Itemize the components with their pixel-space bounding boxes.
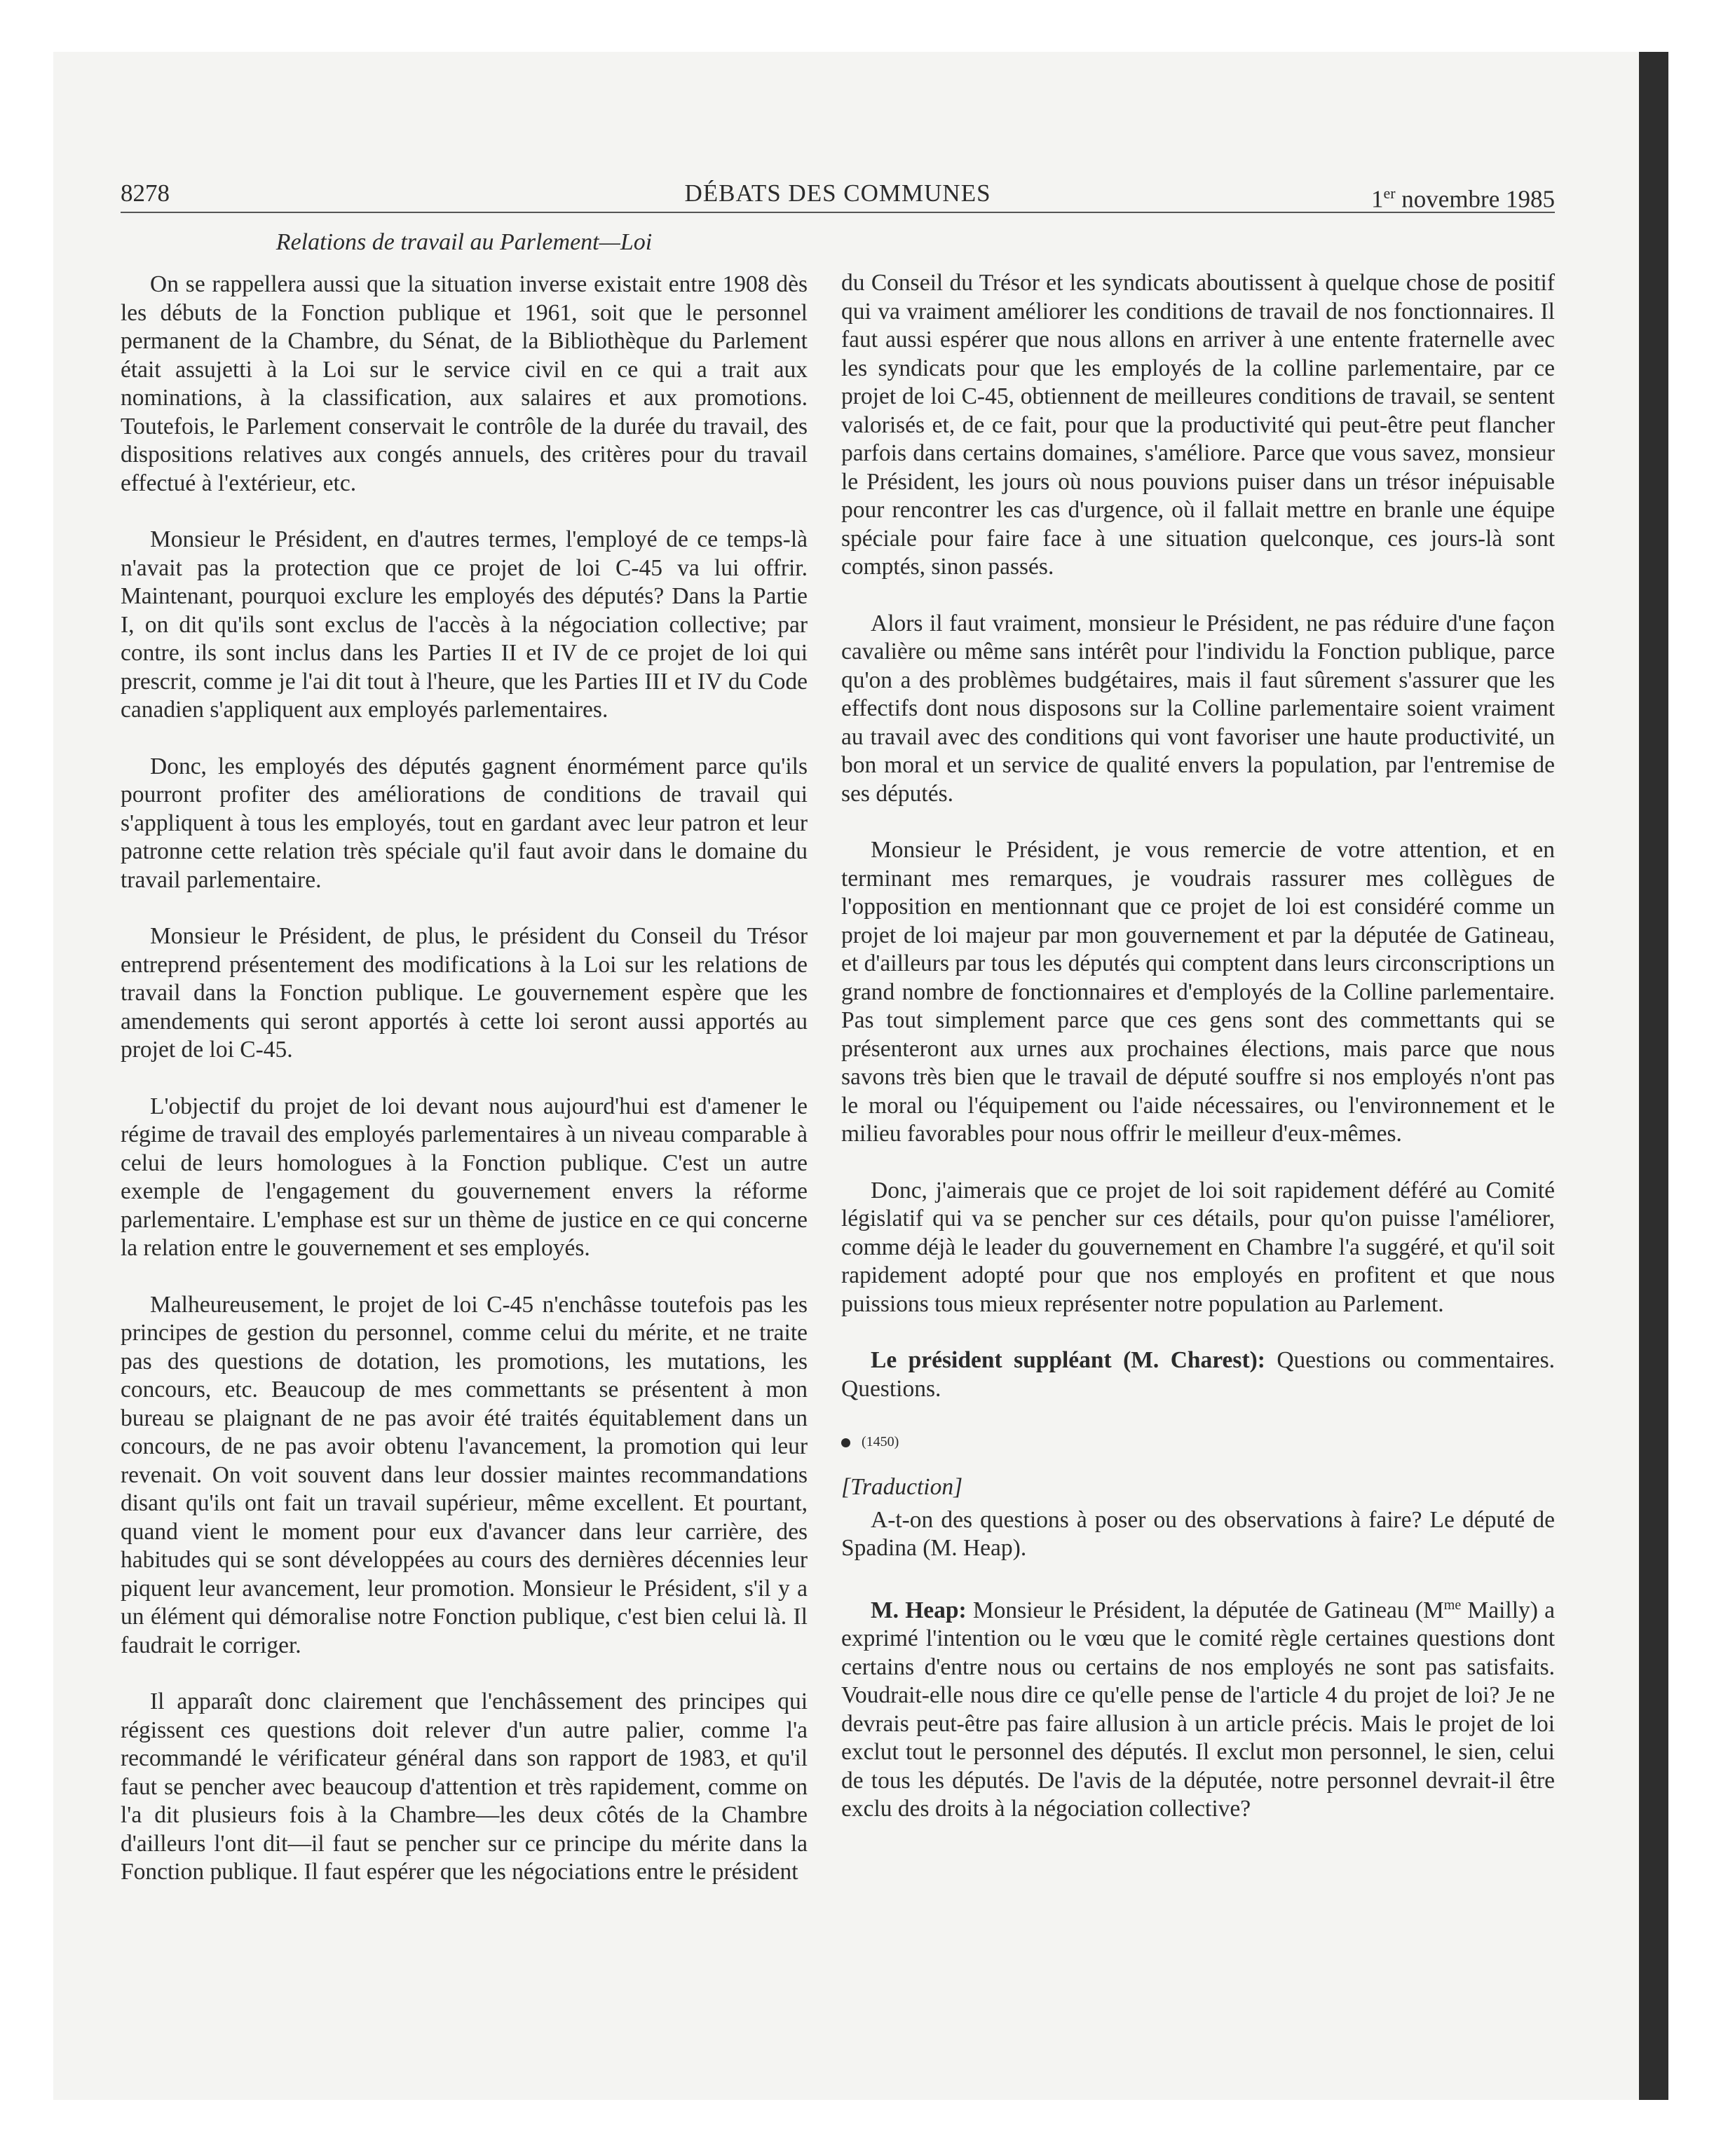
section-title: Relations de travail au Parlement—Loi: [275, 229, 653, 255]
paragraph: Malheureusement, le projet de loi C-45 n'enchâsse toutefois pas les principes de gestion du personnel, comme celui du mérite, et ne traite pas des questions de dotation, les promotions, les mutations, les concours, etc. Beaucoup de mes commettants se présentent à mon bureau se plaignant de ne pas avoir été traités équitablement dans un concours, de ne pas avoir obtenu l'avancement, la promotion qui leur revenait. On voit souvent dans leur dossier maintes recommandations disant qu'ils ont fait un travail supérieur, même excellent. Et pourtant, quand vient le moment pour eux d'avancer dans leur carrière, des habitudes qui se sont développées au cours des dernières décennies leur piquent leur avancement, leur promotion. Monsieur le Président, s'il y a un élément qui démoralise notre Fonction publique, c'est bien celui là. Il faudrait le corriger.: [121, 1291, 808, 1658]
scan-edge-shadow: [1639, 52, 1668, 2100]
page-header: [121, 178, 1555, 213]
paragraph: Donc, j'aimerais que ce projet de loi soit rapidement déféré au Comité législatif qui va se pencher sur ces détails, pour qu'on puisse l'améliorer, comme déjà le leader du gouvernement en Chambre l'a suggéré, et qu'il soit rapidement adopté pour que nos employés en profitent et que nous puissions tous mieux représenter notre population au Parlement.: [841, 1177, 1555, 1317]
paragraph: L'objectif du projet de loi devant nous aujourd'hui est d'amener le régime de travail des employés parlementaires à un niveau comparable à celui de leurs homologues à la Fonction publique. C'est un autre exemple de l'engagement du gouvernement envers la réforme parlementaire. L'emphase est sur un thème de justice en ce qui concerne la relation entre le gouvernement et ses employés.: [121, 1093, 808, 1261]
left-column: [121, 228, 808, 1915]
paragraph: Donc, les employés des députés gagnent énormément parce qu'ils pourront profiter des améliorations de conditions de travail qui s'appliquent à tous les employés, tout en gardant avec leur patron et leur patronne cette relation très spéciale qu'il faut avoir dans le domaine du travail parlementaire.: [121, 753, 808, 893]
speaker-name: Le président suppléant (M. Charest):: [871, 1347, 1265, 1373]
page-number: 8278: [121, 179, 170, 207]
publication-title: DÉBATS DES COMMUNES: [684, 179, 991, 207]
bullet-icon: [841, 1438, 850, 1447]
speaker-paragraph: M. Heap: Monsieur le Président, la députée de Gatineau ($M^{me}$ Mailly) a exprimé l'intention ou le vœu que le comité règle certaines questions dont certains d'entre nous ou certains de nos employés ne sont pas satisfaits. Voudrait-elle nous dire ce qu'elle pense de l'article 4 du projet de loi? Je ne devrais peut-être pas faire allusion à un article précis. Mais le projet de loi exclut tout le personnel des députés. Il exclut mon personnel, le sien, celui de tous les députés. De l'avis de la députée, notre personnel devrait-il être exclu des droits à la négociation collective?: [841, 1597, 1555, 1822]
timestamp: (1450): [841, 1431, 1555, 1452]
paragraph-continuation: du Conseil du Trésor et les syndicats aboutissent à quelque chose de positif qui va vraiment améliorer les conditions de travail de nos fonctionnaires. Il faut aussi espérer que nous allons en arriver à une entente fraternelle avec les syndicats pour que les employés de la colline parlementaire, par ce projet de loi C-45, obtiennent de meilleures conditions de travail, se sentent valorisés et, de ce fait, pour que la productivité qui peut-être peut flancher parfois dans certains domaines, s'améliore. Parce que vous savez, monsieur le Président, les jours où nous pouvions puiser dans un trésor inépuisable pour rencontrer les cas d'urgence, où il fallait mettre en branle une équipe spéciale pour faire face à une situation quelconque, ces jours-là sont comptés, sinon passés.: [841, 270, 1555, 580]
paragraph: Monsieur le Président, je vous remercie de votre attention, et en terminant mes remarques, je voudrais rassurer mes collègues de l'opposition en mentionnant que ce projet de loi est considéré comme un projet de loi majeur par mon gouvernement et par la députée de Gatineau, et d'ailleurs par tous les députés qui comptent dans leurs circonscriptions un grand nombre de fonctionnaires et d'employés de la Colline parlementaire. Pas tout simplement parce que ces gens sont des commettants qui se présenteront aux urnes aux prochaines élections, mais parce que nous savons très bien que le travail de député souffre si nos employés n'ont pas le moral ou l'équipement ou l'aide nécessaires, ou l'environnement et le milieu favorables pour nous offrir le meilleur d'eux-mêmes.: [841, 837, 1555, 1147]
translation-tag: [Traduction]: [841, 1474, 963, 1500]
speaker-paragraph: Le président suppléant (M. Charest): Questions ou commentaires. Questions.: [841, 1347, 1555, 1402]
paragraph: On se rappellera aussi que la situation inverse existait entre 1908 dès les débuts de la Fonction publique et 1961, soit que le personnel permanent de la Chambre, du Sénat, de la Bibliothèque du Parlement était assujetti à la Loi sur le service civil en ce qui a trait aux nominations, à la classification, aux salaires et aux promotions. Toutefois, le Parlement conservait le contrôle de la durée du travail, des dispositions relatives aux congés annuels, des critères pour du travail effectué à l'extérieur, etc.: [121, 271, 808, 496]
paragraph: Alors il faut vraiment, monsieur le Président, ne pas réduire d'une façon cavalière ou même sans intérêt pour l'individu la Fonction publique, parce qu'on a des problèmes budgétaires, mais il faut sûrement s'assurer que les effectifs dont nous disposons sur la Colline parlementaire soient vraiment au travail avec des conditions qui vont favoriser une haute productivité, un bon moral et un service de qualité envers la population, par l'entremise de ses députés.: [841, 610, 1555, 807]
speaker-name: M. Heap:: [871, 1597, 967, 1623]
paragraph: A-t-on des questions à poser ou des observations à faire? Le député de Spadina (M. Heap).: [841, 1506, 1555, 1561]
paragraph: Monsieur le Président, en d'autres termes, l'employé de ce temps-là n'avait pas la protection que ce projet de loi C-45 va lui offrir. Maintenant, pourquoi exclure les employés des députés? Dans la Partie I, on dit qu'ils sont exclus de l'accès à la négociation collective; par contre, ils sont inclus dans les Parties II et IV de ce projet de loi qui prescrit, comme je l'ai dit tout à l'heure, que les Parties III et IV du Code canadien s'appliquent aux employés parlementaires.: [121, 526, 808, 723]
page-date: 1er novembre 1985: [1370, 184, 1555, 213]
right-column: [841, 269, 1555, 1852]
paragraph: Il apparaît donc clairement que l'enchâssement des principes qui régissent ces questions doit relever d'un autre palier, comme l'a recommandé le vérificateur général dans son rapport de 1983, et qu'il faut se pencher avec beaucoup d'attention et très rapidement, comme on l'a dit plusieurs fois à la Chambre—les deux côtés de la Chambre d'ailleurs l'ont dit—il faut se pencher sur ce principe du mérite dans la Fonction publique. Il faut espérer que les négociations entre le président: [121, 1688, 808, 1885]
paragraph: Monsieur le Président, de plus, le président du Conseil du Trésor entreprend présentement des modifications à la Loi sur les relations de travail dans la Fonction publique. Le gouvernement espère que les amendements qui seront apportés à cette loi seront aussi apportés au projet de loi C-45.: [121, 923, 808, 1063]
